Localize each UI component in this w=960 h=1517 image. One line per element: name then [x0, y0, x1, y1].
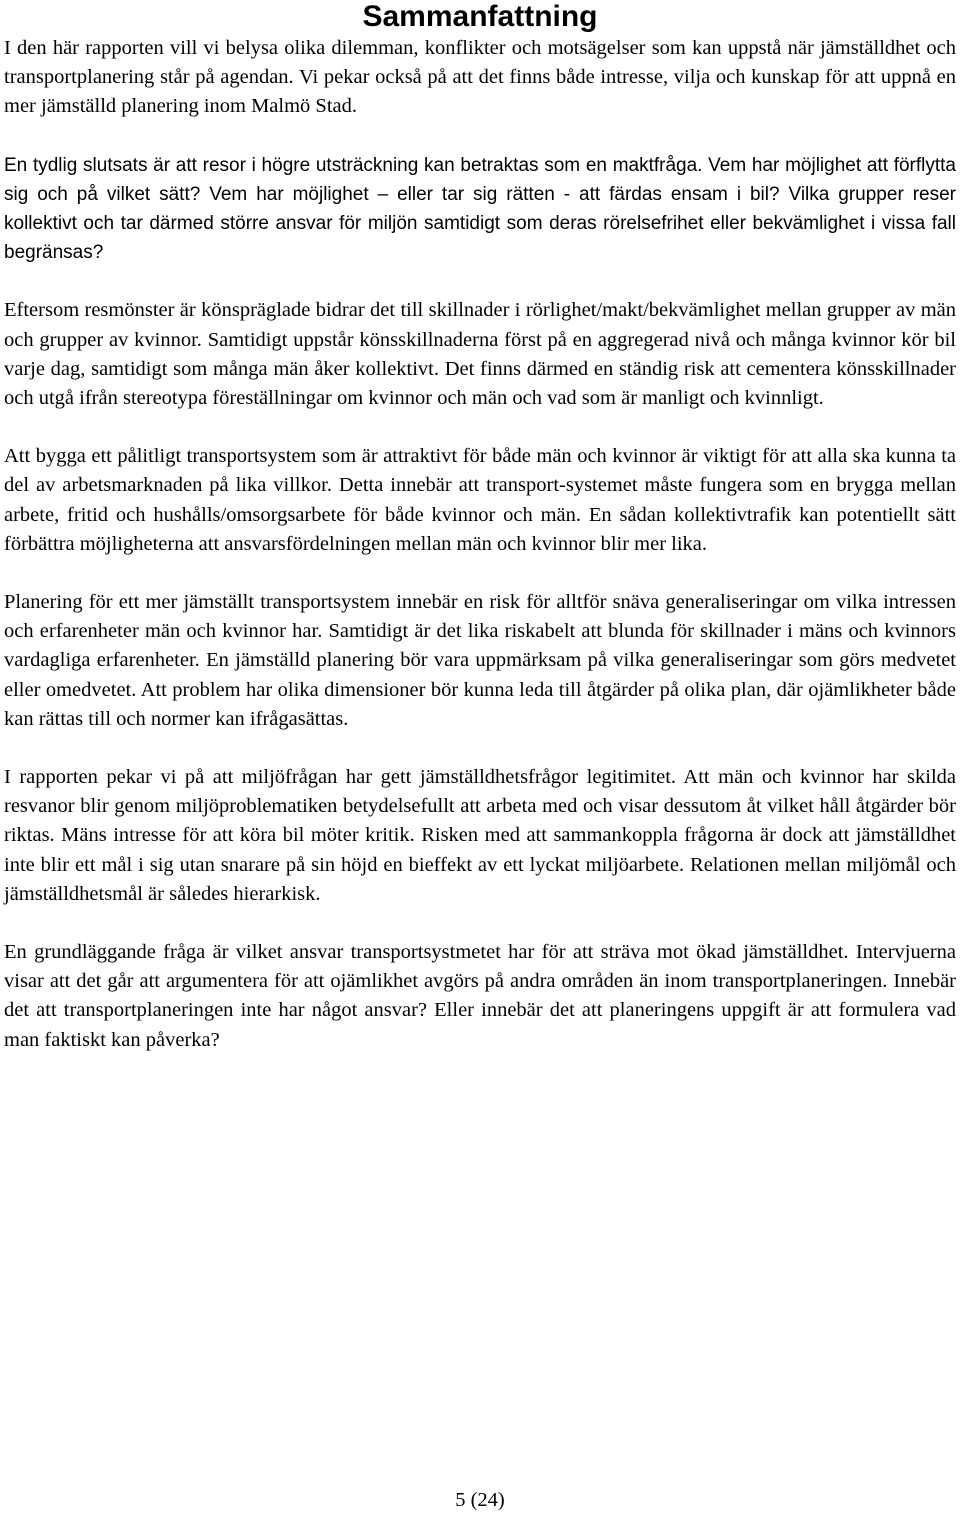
page-number: 5 (24) — [455, 1489, 505, 1511]
paragraph-5: Planering för ett mer jämställt transportsystem innebär en risk för alltför snäva generaliseringar om vilka intressen och erfarenheter män och kvinnor har. Samtidigt är det lika riskabelt att blunda för skillnader i mäns och kvinnors vardagliga erfarenheter. En jämställd planering bör vara uppmärksam på vilka generaliseringar som görs medvetet eller omedvetet. Att problem har olika dimensioner bör kunna leda till åtgärder på olika plan, där ojämlikheter både kan rättas till och normer kan ifrågasättas. — [4, 591, 956, 730]
paragraph-7: En grundläggande fråga är vilket ansvar transportsystmetet har för att sträva mot ökad jämställdhet. Intervjuerna visar att det går att argumentera för att ojämlikhet avgörs på andra områden än inom transportplaneringen. Innebär det att transportplaneringen inte har något ansvar? Eller innebär det att planeringens uppgift är att formulera vad man faktiskt kan påverka? — [4, 941, 956, 1051]
paragraph-6: I rapporten pekar vi på att miljöfrågan har gett jämställdhetsfrågor legitimitet. Att män och kvinnor har skilda resvanor blir genom miljöproblematiken betydelsefullt att arbeta med och visar dessutom åt vilket håll åtgärder bör riktas. Mäns intresse för att köra bil möter kritik. Risken med att sammankoppla frågorna är dock att jämställdhet inte blir ett mål i sig utan snarare på sin höjd en bieffekt av ett lyckat miljöarbete. Relationen mellan miljömål och jämställdhetsmål är således hierarkisk. — [4, 766, 956, 905]
page-title: Sammanfattning — [362, 0, 598, 33]
paragraph-1: I den här rapporten vill vi belysa olika dilemman, konflikter och motsägelser som kan uppstå när jämställdhet och transportplanering står på agendan. Vi pekar också på att det finns både intresse, vilja och kunskap för att uppnå en mer jämställd planering inom Malmö Stad. — [4, 37, 956, 118]
paragraph-4: Att bygga ett pålitligt transportsystem som är attraktivt för både män och kvinnor är viktigt för att alla ska kunna ta del av arbetsmarknaden på lika villkor. Detta innebär att transport-systemet måste fungera som en brygga mellan arbete, fritid och hushålls/omsorgsarbete för både kvinnor och män. En sådan kollektivtrafik kan potentiellt sätt förbättra möjligheterna att ansvarsfördelningen mellan män och kvinnor blir mer lika. — [4, 445, 956, 555]
paragraph-2: En tydlig slutsats är att resor i högre utsträckning kan betraktas som en maktfråga. Vem har möjlighet att förflytta sig och på vilket sätt? Vem har möjlighet – eller tar sig rätten - att färdas ensam i bil? Vilka grupper reser kollektivt och tar därmed större ansvar för miljön samtidigt som deras rörelsefrihet eller bekvämlighet i vissa fall begränsas? — [4, 154, 956, 264]
paragraph-3: Eftersom resmönster är könspräglade bidrar det till skillnader i rörlighet/makt/bekvämlighet mellan grupper av män och grupper av kvinnor. Samtidigt uppstår könsskillnaderna först på en aggregerad nivå och många kvinnor kör bil varje dag, samtidigt som många män åker kollektivt. Det finns därmed en ständig risk att cementera könsskillnader och utgå ifrån stereotypa föreställningar om kvinnor och män och vad som är manligt och kvinnligt. — [4, 299, 956, 410]
